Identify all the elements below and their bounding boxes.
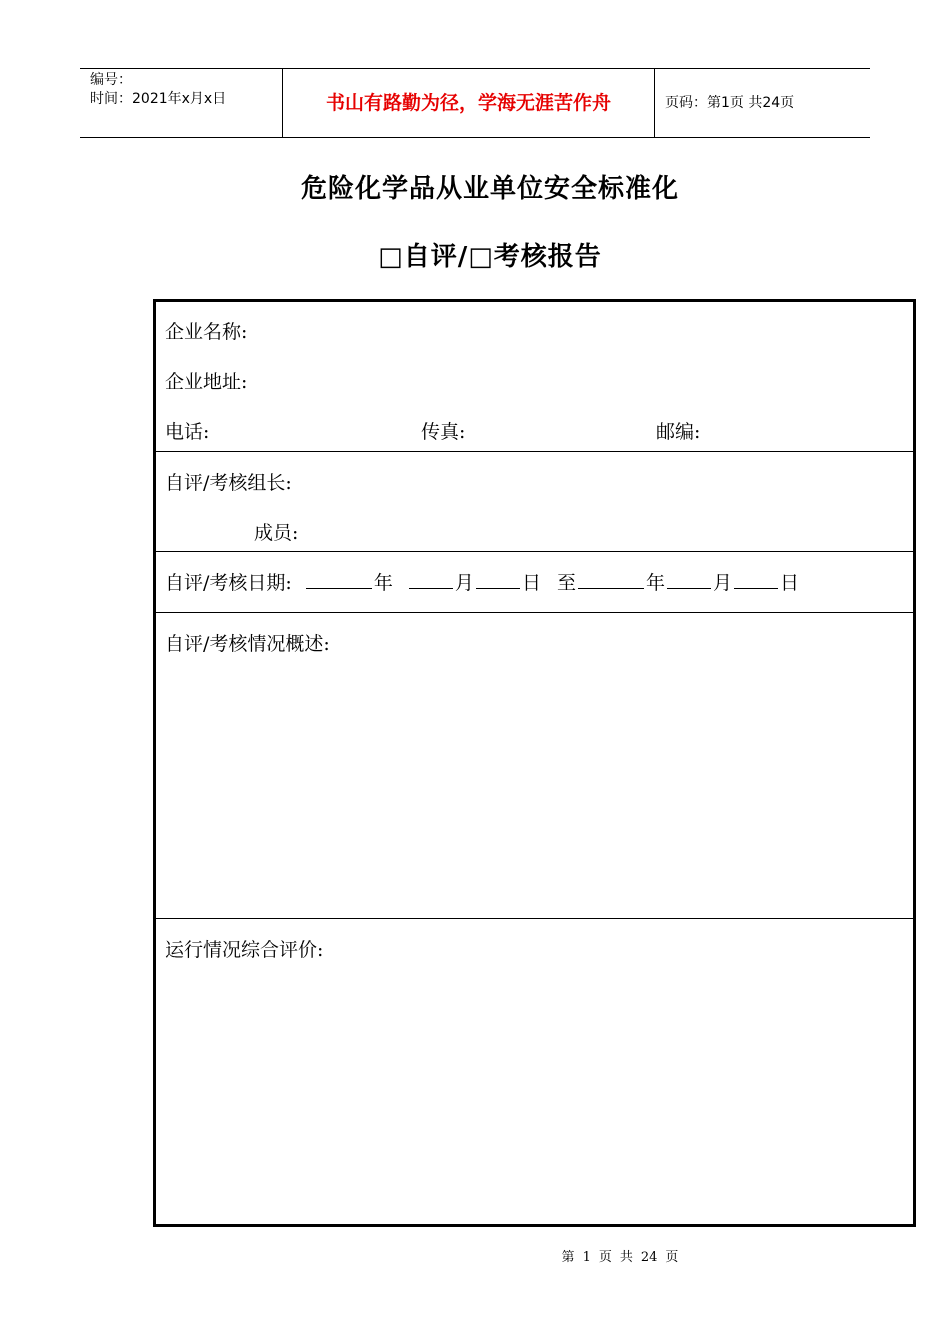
section-divider — [156, 612, 913, 613]
page-footer — [0, 1246, 950, 1265]
section-divider — [156, 451, 913, 452]
phone-label: 电话: — [165, 421, 210, 443]
doc-number-label: 编号： — [90, 72, 132, 88]
company-address-label: 企业地址: — [165, 371, 248, 393]
end-year-blank[interactable] — [578, 570, 644, 589]
footer-di: 第 — [561, 1250, 575, 1265]
year-label: 年 — [646, 572, 666, 594]
date-row — [165, 568, 799, 595]
date-label: 自评/考核日期: — [165, 572, 292, 594]
start-year-blank[interactable] — [306, 570, 372, 589]
page-header — [80, 68, 870, 138]
overview-label: 自评/考核情况概述: — [165, 633, 330, 655]
fax-label: 传真: — [421, 421, 466, 443]
month-label: 月 — [713, 572, 733, 594]
to-label: 至 — [557, 572, 577, 594]
evaluation-label: 运行情况综合评价: — [165, 939, 324, 961]
footer-ye: 页 — [665, 1250, 679, 1265]
end-month-blank[interactable] — [667, 570, 711, 589]
section-divider — [156, 918, 913, 919]
doc-time-label: 时间：2021年x月x日 — [90, 91, 227, 107]
members-label: 成员: — [254, 522, 299, 544]
header-page-info: 页码：第1页 共24页 — [665, 95, 795, 111]
doc-title: 危险化学品从业单位安全标准化 — [300, 174, 679, 204]
footer-total-pages: 24 — [640, 1250, 658, 1265]
day-label: 日 — [780, 572, 800, 594]
footer-page-number: 1 — [582, 1250, 591, 1265]
header-meta — [80, 69, 282, 137]
postcode-label: 邮编: — [656, 421, 701, 443]
month-label: 月 — [454, 572, 474, 594]
day-label: 日 — [521, 572, 541, 594]
start-month-blank[interactable] — [409, 570, 453, 589]
doc-subtitle: □自评/□考核报告 — [378, 242, 602, 272]
footer-ye: 页 — [598, 1250, 612, 1265]
company-name-label: 企业名称: — [165, 321, 248, 343]
start-day-blank[interactable] — [476, 570, 520, 589]
end-day-blank[interactable] — [734, 570, 778, 589]
section-divider — [156, 551, 913, 552]
header-motto: 书山有路勤为径，学海无涯苦作舟 — [282, 69, 655, 137]
report-form — [153, 299, 916, 1227]
leader-label: 自评/考核组长: — [165, 472, 292, 494]
year-label: 年 — [373, 572, 393, 594]
footer-gong: 共 — [619, 1250, 633, 1265]
